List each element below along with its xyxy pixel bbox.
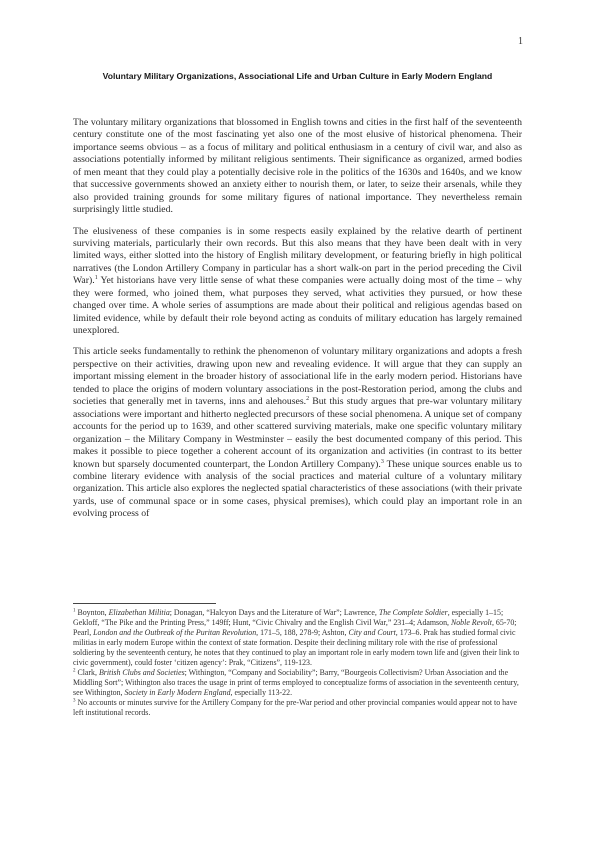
footnote-marker: 3 [73,697,76,703]
cited-title: British Clubs and Societies [98,667,185,677]
footnote-separator [73,603,216,604]
footnote-text: ; Withington, “Company and Sociability”; Barry, “Bourgeois Collectivism? Urban Association and the Middling Sort”; Withington also traces the usage in print of terms employed to conceptualize forms of association in the seventeenth century, see Withington, [73,667,519,697]
footnote-reference[interactable]: 3 [380,458,384,465]
footnote-marker: 1 [73,608,76,614]
article-title: Voluntary Military Organizations, Associational Life and Urban Culture in Early Modern England [102,71,493,81]
body-paragraph: The elusiveness of these companies is in some respects easily explained by the relative dearth of pertinent surviving materials, particularly their own records. But this also means that they have been dealt with in very limited ways, either slotted into the history of English military development, or featuring briefly in high political narratives (the London Artillery Company in particular has a short walk-on part in the period preceding the Civil War).$^1$ Yet historians have very little sense of what these companies were actually doing most of the time – why they were formed, who joined them, what purposes they served, what activities they pursued, or how these changed over time. A whole series of assumptions are made about their political and religious agendas based on limited evidence, while by default their role beyond acting as conduits of military education has largely remained unexplored. [73,225,522,337]
footnote-reference[interactable]: 2 [306,396,310,403]
cited-title: Noble Revolt [450,617,492,627]
footnote-text: , especially 113-22. [230,687,293,697]
footnote [73,608,522,668]
cited-title: City and Court [348,627,396,637]
footnote [73,698,522,718]
cited-title: London and the Outbreak of the Puritan Revolution [93,627,257,637]
footnote [73,668,522,698]
footnote-text: , especially 1–15; Gekloff, “The Pike and the Printing Press,” 149ff; Hunt, “Civic Chivalry and the English Civil War,” 231–4; Adamson, [73,608,504,627]
footnote-text: , 171–5, 188, 278-9; Ashton, [256,627,349,637]
footnote-text: ; Donagan, “Halcyon Days and the Literature of War”; Lawrence, [169,608,379,617]
cited-title: The Complete Soldier [378,608,448,617]
cited-title: Elizabethan Militia [108,608,170,617]
footnotes [73,608,522,717]
cited-title: Society in Early Modern England [124,687,231,697]
footnote-reference[interactable]: 1 [94,275,98,282]
footnote-text: Clark, [75,667,99,677]
footnote-marker: 2 [73,668,76,674]
footnote-text: , 65-70; Pearl, [73,617,517,637]
body-paragraph: This article seeks fundamentally to rethink the phenomenon of voluntary military organizations and adopts a fresh perspective on their activities, drawing upon new and revealing evidence. It will argue that they can supply an important missing element in the broader history of associational life in the early modern period. Historians have tended to place the origins of modern voluntary associations in the post-Restoration period, among the clubs and societies that generally met in taverns, inns and alehouses.$^2$ But this study argues that pre-war voluntary military associations were important and hitherto neglected precursors of these social phenomena. A unique set of company accounts for the period up to 1639, and other scattered surviving materials, make one specific voluntary military organization – the Military Company in Westminster – easily the best documented company of this period. This makes it possible to piece together a coherent account of its organization and activities (in contrast to its better known but sparsely documented counterpart, the London Artillery Company).$^3$ These unique sources enable us to combine literary evidence with analysis of the social practices and material culture of a voluntary military organization. This article also explores the neglected spatial characteristics of these associations (with their private yards, use of communal space or in some cases, physical premises), which could play an important role in an evolving process of [73,346,523,520]
footnote-text: No accounts or minutes survive for the Artillery Company for the pre-War period and other provincial companies would appear not to have left institutional records. [73,697,518,717]
page-number: 1 [518,36,523,47]
footnote-text: Boynton, [75,608,109,617]
article-body [73,117,522,530]
footnote-text: , 173–6. Prak has studied formal civic militias in early modern Europe within the context of state formation. Despite their declining military role with the rise of professional soldiering by the seventeenth century, he notes that they continued to play an important role in early modern town life and (given their link to civic government), could foster ‘citizen agency’: Prak, “Citizens”, 119-123. [73,627,520,667]
body-paragraph: The voluntary military organizations that blossomed in English towns and cities in the first half of the seventeenth century constitute one of the most fascinating yet also one of the most elusive of historical phenomena. Their importance seems obvious – as a focus of military and political enthusiasm in a century of civil war, and also as associations potentially informed by militant religious sentiments. Their significance as organized, armed bodies of men meant that they could play a potentially decisive role in the politics of the 1630s and 1640s, and we know that successive governments showed an anxiety either to nourish them, or later, to seize their arsenals, while they also provided training grounds for some military figures of national importance. They nevertheless remain surprisingly little studied. [73,117,522,216]
